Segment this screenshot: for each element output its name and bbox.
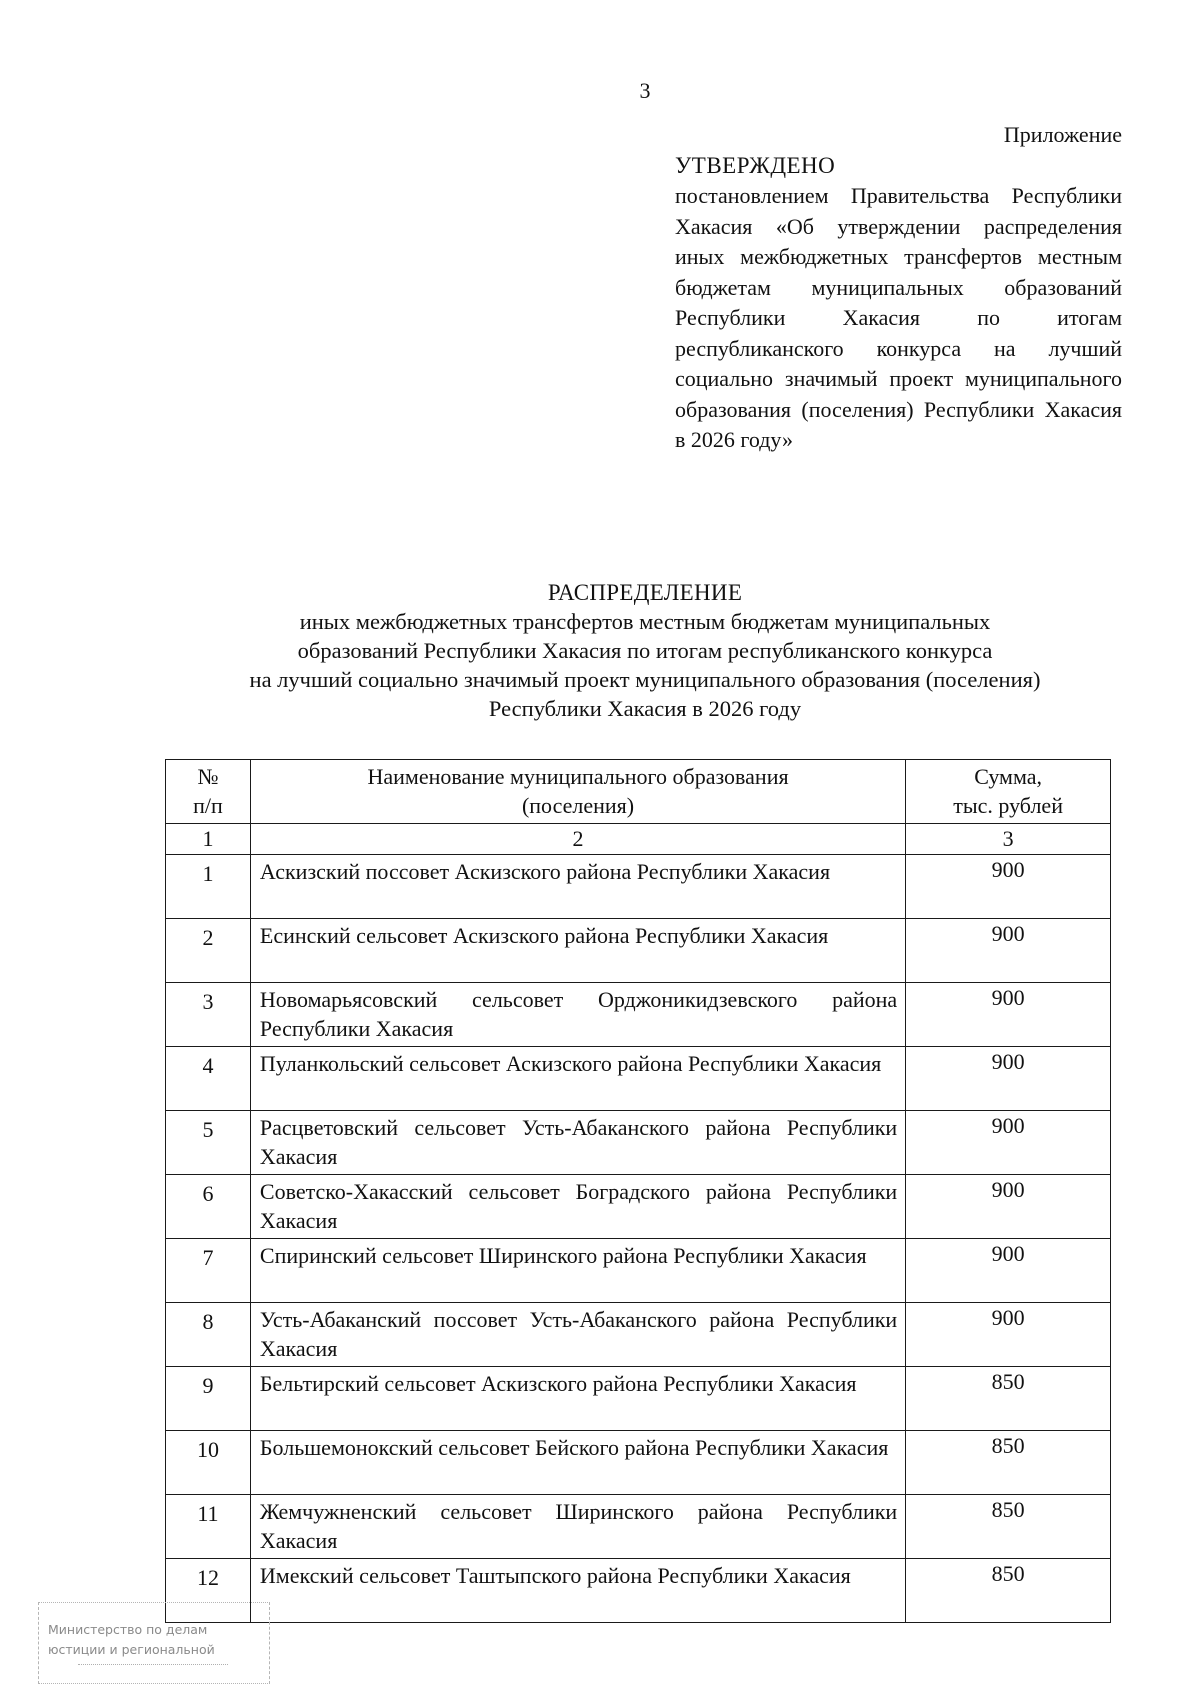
row-number: 3 [166, 983, 251, 1047]
row-number: 9 [166, 1367, 251, 1431]
stamp-line2: юстиции и региональной [48, 1642, 215, 1657]
amount-value: 850 [906, 1367, 1111, 1431]
table-row [166, 1495, 1111, 1559]
row-number: 5 [166, 1111, 251, 1175]
table-header-row [166, 760, 1111, 824]
distribution-table [165, 759, 1111, 1623]
table-row [166, 1303, 1111, 1367]
column-number: 3 [906, 824, 1111, 855]
amount-value: 850 [906, 1559, 1111, 1623]
row-number: 11 [166, 1495, 251, 1559]
header-amount [906, 760, 1111, 824]
table-row [166, 855, 1111, 919]
table-row [166, 1367, 1111, 1431]
header-number [166, 760, 251, 824]
row-number: 2 [166, 919, 251, 983]
header-name-line1: Наименование муниципального образования [367, 764, 789, 789]
municipality-name: Жемчужненский сельсовет Ширинского района Республики Хакасия [250, 1495, 905, 1559]
row-number: 4 [166, 1047, 251, 1111]
amount-value: 900 [906, 1111, 1111, 1175]
approved-label: УТВЕРЖДЕНО [675, 152, 836, 178]
header-amount-line2: тыс. рублей [953, 793, 1063, 818]
row-number: 1 [166, 855, 251, 919]
municipality-name: Имекский сельсовет Таштыпского района Республики Хакасия [250, 1559, 905, 1623]
row-number: 12 [166, 1559, 251, 1623]
row-number: 8 [166, 1303, 251, 1367]
amount-value: 900 [906, 983, 1111, 1047]
row-number: 7 [166, 1239, 251, 1303]
amount-value: 900 [906, 919, 1111, 983]
amount-value: 900 [906, 1047, 1111, 1111]
table-row [166, 919, 1111, 983]
document-heading [150, 578, 1140, 723]
amount-value: 900 [906, 1303, 1111, 1367]
decree-text: постановлением Правительства Республики Хакасия «Об утверждении распределения иных межбюджетных трансфертов местным бюджетам муниципальных образований Республики Хакасия по итогам республиканского конкурса на лучший социально значимый проект муниципального образования (поселения) Республики Хакасия в 2026 году» [675, 183, 1122, 452]
header-number-line1: № [197, 764, 219, 789]
page-number: 3 [639, 78, 651, 103]
header-name [250, 760, 905, 824]
municipality-name: Расцветовский сельсовет Усть-Абаканского района Республики Хакасия [250, 1111, 905, 1175]
document-title: РАСПРЕДЕЛЕНИЕ [547, 580, 743, 605]
municipality-name: Новомарьясовский сельсовет Орджоникидзевского района Республики Хакасия [250, 983, 905, 1047]
municipality-name: Спиринский сельсовет Ширинского района Республики Хакасия [250, 1239, 905, 1303]
header-number-line2: п/п [193, 793, 223, 818]
document-subtitle: иных межбюджетных трансфертов местным бюджетам муниципальных образований Республики Хакасия по итогам республиканского конкурса на лучший социально значимый проект муниципального образования (поселения) Республики Хакасия в 2026 году [249, 609, 1041, 721]
row-number: 6 [166, 1175, 251, 1239]
municipality-name: Аскизский поссовет Аскизского района Республики Хакасия [250, 855, 905, 919]
table-row [166, 1175, 1111, 1239]
stamp-line1: Министерство по делам [48, 1622, 208, 1637]
table-row [166, 1111, 1111, 1175]
amount-value: 850 [906, 1495, 1111, 1559]
municipality-name: Есинский сельсовет Аскизского района Республики Хакасия [250, 919, 905, 983]
amount-value: 900 [906, 1175, 1111, 1239]
annex-label: Приложение [1003, 122, 1122, 147]
ministry-stamp [38, 1602, 270, 1684]
table-row [166, 1047, 1111, 1111]
column-number: 1 [166, 824, 251, 855]
municipality-name: Большемонокский сельсовет Бейского района Республики Хакасия [250, 1431, 905, 1495]
header-name-line2: (поселения) [521, 793, 635, 818]
table-row [166, 1431, 1111, 1495]
approval-block [675, 120, 1122, 456]
table-row [166, 983, 1111, 1047]
amount-value: 900 [906, 855, 1111, 919]
table-row [166, 1559, 1111, 1623]
header-amount-line1: Сумма, [974, 764, 1042, 789]
column-number-row [166, 824, 1111, 855]
municipality-name: Пуланкольский сельсовет Аскизского района Республики Хакасия [250, 1047, 905, 1111]
amount-value: 900 [906, 1239, 1111, 1303]
municipality-name: Бельтирский сельсовет Аскизского района Республики Хакасия [250, 1367, 905, 1431]
row-number: 10 [166, 1431, 251, 1495]
municipality-name: Советско-Хакасский сельсовет Боградского района Республики Хакасия [250, 1175, 905, 1239]
municipality-name: Усть-Абаканский поссовет Усть-Абаканского района Республики Хакасия [250, 1303, 905, 1367]
stamp-divider [78, 1664, 228, 1665]
amount-value: 850 [906, 1431, 1111, 1495]
table-row [166, 1239, 1111, 1303]
column-number: 2 [250, 824, 905, 855]
